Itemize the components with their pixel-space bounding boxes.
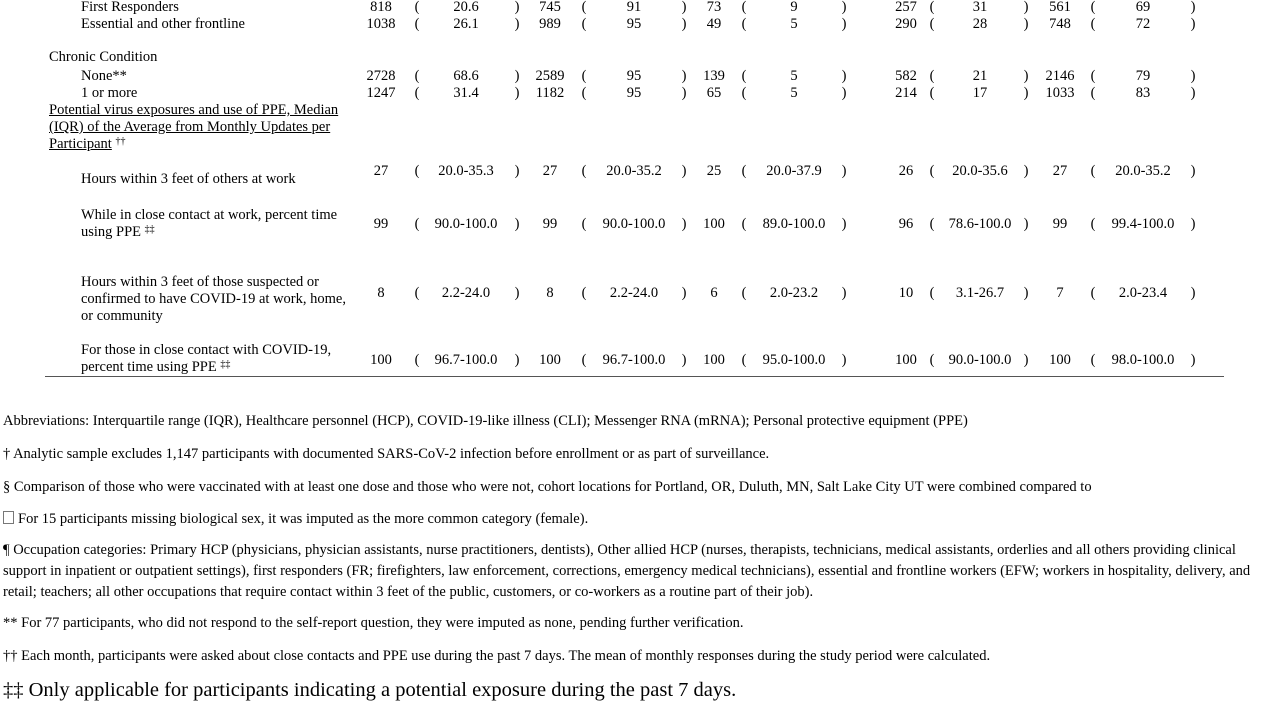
cell-one-or-more-10: 5 [790, 85, 798, 101]
cell-first-responders-13: ( [929, 0, 935, 15]
cell-first-responders-2: 20.6 [453, 0, 479, 15]
cell-none-7: ) [681, 68, 687, 84]
cell-pct-ppe-covid-12: 100 [895, 352, 917, 368]
cell-none-16: 2146 [1045, 68, 1075, 84]
cell-hours-covid-15: ) [1023, 285, 1029, 301]
row-label-pct-ppe-covid [81, 342, 351, 376]
cell-first-responders-3: ) [514, 0, 520, 15]
cell-hours-3ft-17: ( [1090, 163, 1096, 179]
cell-none-17: ( [1090, 68, 1096, 84]
cell-pct-ppe-covid-18: 98.0-100.0 [1111, 352, 1175, 368]
cell-pct-ppe-covid-19: ) [1190, 352, 1196, 368]
cell-pct-ppe-covid-14: 90.0-100.0 [948, 352, 1012, 368]
cell-one-or-more-15: ) [1023, 85, 1029, 101]
cell-pct-ppe-work-0: 99 [373, 216, 389, 232]
cell-hours-3ft-1: ( [414, 163, 420, 179]
footnote-double-ddagger: ‡‡ Only applicable for participants indicating a potential exposure during the past 7 days. [3, 679, 737, 701]
cell-pct-ppe-covid-3: ) [514, 352, 520, 368]
cell-one-or-more-9: ( [741, 85, 747, 101]
cell-one-or-more-0: 1247 [366, 85, 396, 101]
cell-one-or-more-12: 214 [895, 85, 917, 101]
cell-first-responders-14: 31 [972, 0, 988, 15]
cell-pct-ppe-work-16: 99 [1052, 216, 1068, 232]
cell-pct-ppe-covid-1: ( [414, 352, 420, 368]
cell-one-or-more-14: 17 [972, 85, 988, 101]
cell-none-3: ) [514, 68, 520, 84]
cell-one-or-more-19: ) [1190, 85, 1196, 101]
cell-none-9: ( [741, 68, 747, 84]
cell-none-5: ( [581, 68, 587, 84]
row-label-sup: ‡‡ [144, 224, 155, 235]
cell-essential-frontline-10: 5 [790, 16, 798, 32]
cell-first-responders-11: ) [841, 0, 847, 15]
cell-pct-ppe-covid-15: ) [1023, 352, 1029, 368]
cell-one-or-more-13: ( [929, 85, 935, 101]
cell-pct-ppe-covid-4: 100 [539, 352, 561, 368]
cell-hours-3ft-2: 20.0-35.3 [438, 163, 494, 179]
cell-hours-3ft-9: ( [741, 163, 747, 179]
cell-pct-ppe-work-7: ) [681, 216, 687, 232]
exposure-header-sup: †† [115, 136, 126, 147]
row-label-hours-covid [81, 274, 351, 325]
cell-essential-frontline-9: ( [741, 16, 747, 32]
cell-first-responders-9: ( [741, 0, 747, 15]
cell-none-0: 2728 [366, 68, 396, 84]
cell-hours-covid-2: 2.2-24.0 [441, 285, 491, 301]
cell-one-or-more-5: ( [581, 85, 587, 101]
cell-hours-covid-8: 6 [710, 285, 718, 301]
cell-pct-ppe-covid-6: 96.7-100.0 [602, 352, 666, 368]
cell-first-responders-10: 9 [790, 0, 798, 15]
cell-pct-ppe-work-1: ( [414, 216, 420, 232]
cell-one-or-more-6: 95 [626, 85, 642, 101]
cell-hours-covid-5: ( [581, 285, 587, 301]
cell-first-responders-8: 73 [706, 0, 722, 15]
cell-first-responders-17: ( [1090, 0, 1096, 15]
cell-pct-ppe-work-15: ) [1023, 216, 1029, 232]
cell-pct-ppe-covid-8: 100 [703, 352, 725, 368]
cell-hours-3ft-8: 25 [706, 163, 722, 179]
cell-hours-3ft-16: 27 [1052, 163, 1068, 179]
cell-hours-3ft-14: 20.0-35.6 [952, 163, 1008, 179]
cell-essential-frontline-3: ) [514, 16, 520, 32]
row-label-text: Hours within 3 feet of those suspected or confirmed to have COVID-19 at work, home, or community [81, 274, 346, 324]
cell-hours-covid-4: 8 [546, 285, 554, 301]
cell-pct-ppe-work-14: 78.6-100.0 [948, 216, 1012, 232]
cell-pct-ppe-work-11: ) [841, 216, 847, 232]
cell-none-14: 21 [972, 68, 988, 84]
cell-first-responders-0: 818 [370, 0, 392, 15]
cell-essential-frontline-2: 26.1 [453, 16, 479, 32]
cell-first-responders-1: ( [414, 0, 420, 15]
cell-pct-ppe-work-4: 99 [542, 216, 558, 232]
cell-essential-frontline-1: ( [414, 16, 420, 32]
cell-hours-covid-17: ( [1090, 285, 1096, 301]
footnote-occupation: ¶ Occupation categories: Primary HCP (physicians, physician assistants, nurse practitioners, dentists), Other allied HCP (nurses, therapists, technicians, medical assistants, orderlies and all others providing clinical support in inpatient or outpatient settings), first responders (FR; firefighters, law enforcement, corrections, emergency medical technicians), essential and frontline workers (EFW; workers in hospitality, delivery, and retail; teachers; all other occupations that require contact within 3 feet of the public, customers, or co-workers as a routine part of their job). [3, 542, 1251, 600]
cell-pct-ppe-covid-2: 96.7-100.0 [434, 352, 498, 368]
footnote-section: § Comparison of those who were vaccinated with at least one dose and those who were not, cohort locations for Portland, OR, Duluth, MN, Salt Lake City UT were combined compared to [3, 479, 1092, 495]
cell-pct-ppe-covid-9: ( [741, 352, 747, 368]
cell-pct-ppe-work-5: ( [581, 216, 587, 232]
cell-hours-covid-3: ) [514, 285, 520, 301]
cell-pct-ppe-work-18: 99.4-100.0 [1111, 216, 1175, 232]
row-label-text: For those in close contact with COVID-19, percent time using PPE [81, 342, 332, 375]
cell-hours-covid-16: 7 [1056, 285, 1064, 301]
cell-hours-covid-10: 2.0-23.2 [769, 285, 819, 301]
cell-hours-3ft-15: ) [1023, 163, 1029, 179]
cell-first-responders-6: 91 [626, 0, 642, 15]
cell-one-or-more-18: 83 [1135, 85, 1151, 101]
cell-essential-frontline-16: 748 [1049, 16, 1071, 32]
cell-pct-ppe-work-12: 96 [898, 216, 914, 232]
cell-one-or-more-2: 31.4 [453, 85, 479, 101]
cell-pct-ppe-work-2: 90.0-100.0 [434, 216, 498, 232]
exposure-section-header [49, 102, 349, 153]
cell-hours-3ft-19: ) [1190, 163, 1196, 179]
cell-first-responders-4: 745 [539, 0, 561, 15]
cell-essential-frontline-5: ( [581, 16, 587, 32]
row-label-text: While in close contact at work, percent time using PPE [81, 207, 338, 240]
cell-first-responders-7: ) [681, 0, 687, 15]
cell-first-responders-5: ( [581, 0, 587, 15]
cell-none-8: 139 [703, 68, 725, 84]
cell-pct-ppe-covid-7: ) [681, 352, 687, 368]
missing-glyph-box-icon [3, 511, 14, 524]
cell-none-10: 5 [790, 68, 798, 84]
chronic-condition-header: Chronic Condition [49, 49, 158, 65]
cell-one-or-more-3: ) [514, 85, 520, 101]
cell-none-13: ( [929, 68, 935, 84]
cell-none-15: ) [1023, 68, 1029, 84]
cell-essential-frontline-8: 49 [706, 16, 722, 32]
cell-essential-frontline-4: 989 [539, 16, 561, 32]
cell-pct-ppe-covid-0: 100 [370, 352, 392, 368]
cell-first-responders-19: ) [1190, 0, 1196, 15]
cell-pct-ppe-covid-11: ) [841, 352, 847, 368]
cell-hours-covid-18: 2.0-23.4 [1118, 285, 1168, 301]
cell-one-or-more-1: ( [414, 85, 420, 101]
cell-pct-ppe-work-8: 100 [703, 216, 725, 232]
cell-one-or-more-7: ) [681, 85, 687, 101]
cell-pct-ppe-covid-13: ( [929, 352, 935, 368]
cell-none-4: 2589 [535, 68, 565, 84]
footnote-abbreviations: Abbreviations: Interquartile range (IQR), Healthcare personnel (HCP), COVID-19-like illness (CLI); Messenger RNA (mRNA); Personal protective equipment (PPE) [3, 413, 968, 429]
row-label-text: None** [81, 68, 127, 84]
cell-none-11: ) [841, 68, 847, 84]
cell-hours-3ft-4: 27 [542, 163, 558, 179]
footnote-sex [3, 509, 588, 530]
cell-pct-ppe-covid-5: ( [581, 352, 587, 368]
cell-none-2: 68.6 [453, 68, 479, 84]
cell-none-18: 79 [1135, 68, 1151, 84]
cell-none-12: 582 [895, 68, 917, 84]
footnote-double-star: ** For 77 participants, who did not respond to the self-report question, they were imputed as none, pending further verification. [3, 615, 744, 631]
cell-hours-3ft-10: 20.0-37.9 [766, 163, 822, 179]
cell-hours-covid-7: ) [681, 285, 687, 301]
cell-hours-covid-13: ( [929, 285, 935, 301]
cell-hours-covid-19: ) [1190, 285, 1196, 301]
cell-hours-3ft-11: ) [841, 163, 847, 179]
cell-hours-covid-6: 2.2-24.0 [609, 285, 659, 301]
footnote-double-dagger: †† Each month, participants were asked about close contacts and PPE use during the past 7 days. The mean of monthly responses during the study period were calculated. [3, 648, 991, 664]
cell-one-or-more-8: 65 [706, 85, 722, 101]
cell-essential-frontline-0: 1038 [366, 16, 396, 32]
cell-pct-ppe-work-6: 90.0-100.0 [602, 216, 666, 232]
cell-hours-3ft-6: 20.0-35.2 [606, 163, 662, 179]
cell-essential-frontline-12: 290 [895, 16, 917, 32]
exposure-header-text: Potential virus exposures and use of PPE, Median (IQR) of the Average from Monthly Updates per Participant [49, 102, 339, 152]
cell-hours-3ft-13: ( [929, 163, 935, 179]
cell-essential-frontline-19: ) [1190, 16, 1196, 32]
footnote-sex-text: For 15 participants missing biological sex, it was imputed as the more common category (female). [18, 511, 589, 527]
cell-pct-ppe-work-3: ) [514, 216, 520, 232]
cell-pct-ppe-work-19: ) [1190, 216, 1196, 232]
cell-hours-covid-9: ( [741, 285, 747, 301]
cell-hours-3ft-18: 20.0-35.2 [1115, 163, 1171, 179]
cell-essential-frontline-18: 72 [1135, 16, 1151, 32]
cell-none-19: ) [1190, 68, 1196, 84]
cell-hours-covid-0: 8 [377, 285, 385, 301]
cell-none-6: 95 [626, 68, 642, 84]
cell-pct-ppe-work-13: ( [929, 216, 935, 232]
cell-one-or-more-4: 1182 [535, 85, 565, 101]
row-label-pct-ppe-work [81, 207, 351, 241]
cell-essential-frontline-17: ( [1090, 16, 1096, 32]
cell-pct-ppe-covid-10: 95.0-100.0 [762, 352, 826, 368]
cell-first-responders-16: 561 [1049, 0, 1071, 15]
cell-first-responders-12: 257 [895, 0, 917, 15]
cell-essential-frontline-7: ) [681, 16, 687, 32]
cell-pct-ppe-work-10: 89.0-100.0 [762, 216, 826, 232]
cell-hours-3ft-12: 26 [898, 163, 914, 179]
cell-pct-ppe-work-17: ( [1090, 216, 1096, 232]
cell-hours-3ft-0: 27 [373, 163, 389, 179]
cell-essential-frontline-15: ) [1023, 16, 1029, 32]
table-bottom-rule [45, 376, 1224, 377]
cell-first-responders-18: 69 [1135, 0, 1151, 15]
row-label-text: 1 or more [81, 85, 138, 101]
row-label-text: First Responders [81, 0, 179, 15]
footnote-dagger: † Analytic sample excludes 1,147 participants with documented SARS-CoV-2 infection before enrollment or as part of surveillance. [3, 446, 770, 462]
cell-pct-ppe-work-9: ( [741, 216, 747, 232]
cell-pct-ppe-covid-17: ( [1090, 352, 1096, 368]
cell-essential-frontline-13: ( [929, 16, 935, 32]
cell-hours-covid-14: 3.1-26.7 [955, 285, 1005, 301]
cell-pct-ppe-covid-16: 100 [1049, 352, 1071, 368]
row-label-text: Essential and other frontline [81, 16, 245, 32]
row-label-text: Hours within 3 feet of others at work [81, 171, 296, 187]
cell-essential-frontline-14: 28 [972, 16, 988, 32]
cell-one-or-more-11: ) [841, 85, 847, 101]
cell-one-or-more-17: ( [1090, 85, 1096, 101]
cell-first-responders-15: ) [1023, 0, 1029, 15]
cell-hours-covid-1: ( [414, 285, 420, 301]
cell-one-or-more-16: 1033 [1045, 85, 1075, 101]
cell-none-1: ( [414, 68, 420, 84]
cell-hours-3ft-7: ) [681, 163, 687, 179]
cell-hours-covid-11: ) [841, 285, 847, 301]
cell-essential-frontline-6: 95 [626, 16, 642, 32]
cell-hours-3ft-3: ) [514, 163, 520, 179]
row-label-sup: ‡‡ [220, 359, 231, 370]
cell-essential-frontline-11: ) [841, 16, 847, 32]
cell-hours-3ft-5: ( [581, 163, 587, 179]
cell-hours-covid-12: 10 [898, 285, 914, 301]
